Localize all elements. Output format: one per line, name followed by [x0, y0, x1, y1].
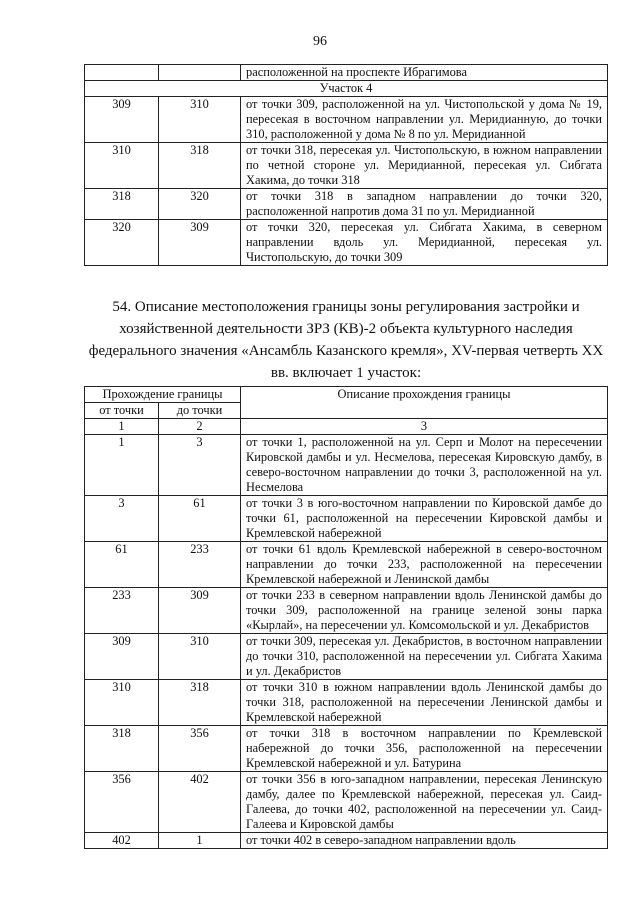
- description-cell: от точки 318 в западном направлении до точки 320, расположенной напротив дома 31 по ул. Меридианной: [241, 189, 608, 220]
- from-point-cell: 402: [85, 833, 159, 849]
- table-row: [85, 833, 608, 849]
- boundary-table-continued: [84, 64, 608, 266]
- table-row: [85, 220, 608, 266]
- description-cell: от точки 318, пересекая ул. Чистопольскую, в южном направлении по четной стороне ул. Меридианной, пересекая ул. Сибгата Хакима, до точки 318: [241, 143, 608, 189]
- column-number: 3: [241, 419, 608, 435]
- header-boundary-passage: Прохождение границы: [85, 387, 241, 403]
- description-cell: от точки 402 в северо-западном направлении вдоль: [241, 833, 608, 849]
- from-point-cell: 310: [85, 143, 159, 189]
- description-cell: от точки 310 в южном направлении вдоль Ленинской дамбы до точки 318, расположенной на пересечении Ленинской дамбы и Кремлевской набережной: [241, 680, 608, 726]
- description-cell: от точки 1, расположенной на ул. Серп и Молот на пересечении Кировской дамбы и ул. Несмелова, пересекая Кировскую дамбу, в северо-восточном направлении до точки 3, расположенной на ул. Несмелова: [241, 435, 608, 496]
- header-to-point: до точки: [159, 403, 241, 419]
- header-row: [85, 387, 608, 403]
- header-from-point: от точки: [85, 403, 159, 419]
- boundary-table: [84, 386, 608, 849]
- from-point-cell: 318: [85, 189, 159, 220]
- to-point-cell: 318: [159, 143, 241, 189]
- description-cell: от точки 320, пересекая ул. Сибгата Хакима, в северном направлении вдоль ул. Меридианной, пересекая ул. Чистопольскую, до точки 309: [241, 220, 608, 266]
- table-row: [85, 435, 608, 496]
- description-cell: от точки 3 в юго-восточном направлении по Кировской дамбе до точки 61, расположенной на пересечении Кировской дамбы и Кремлевской набережной: [241, 496, 608, 542]
- table-row: [85, 588, 608, 634]
- description-cell: от точки 309, пересекая ул. Декабристов, в восточном направлении до точки 310, расположенной на пересечении ул. Сибгата Хакима и ул. Декабристов: [241, 634, 608, 680]
- to-point-cell: 233: [159, 542, 241, 588]
- section-row: [85, 81, 608, 97]
- to-point-cell: 310: [159, 97, 241, 143]
- from-point-cell: 320: [85, 220, 159, 266]
- table-row: [85, 65, 608, 81]
- table-row: [85, 143, 608, 189]
- page-number: 96: [313, 34, 327, 49]
- header-description: Описание прохождения границы: [241, 387, 608, 419]
- from-point-cell: 309: [85, 634, 159, 680]
- column-number: 2: [159, 419, 241, 435]
- table-row: [85, 726, 608, 772]
- table-row: [85, 97, 608, 143]
- description-cell: от точки 318 в восточном направлении по Кремлевской набережной до точки 356, расположенной на пересечении Кремлевской набережной и ул. Батурина: [241, 726, 608, 772]
- column-number: 1: [85, 419, 159, 435]
- from-point-cell: 61: [85, 542, 159, 588]
- to-point-cell: 310: [159, 634, 241, 680]
- to-point-cell: 320: [159, 189, 241, 220]
- to-point-cell: 318: [159, 680, 241, 726]
- section-paragraph: 54. Описание местоположения границы зоны регулирования застройки и хозяйственной деятельности ЗРЗ (КВ)-2 объекта культурного наследия федерального значения «Ансамбль Казанского кремля», XV-первая четверть XX вв. включает 1 участок:: [88, 299, 604, 381]
- to-point-cell: 309: [159, 588, 241, 634]
- to-point-cell: 402: [159, 772, 241, 833]
- from-point-cell: 310: [85, 680, 159, 726]
- continued-description: расположенной на проспекте Ибрагимова: [241, 65, 608, 81]
- description-cell: от точки 356 в юго-западном направлении, пересекая Ленинскую дамбу, далее по Кремлевской набережной, пересекая ул. Саид-Галеева, до точки 402, расположенной на пересечении ул. Саид-Галеева и Кировской дамбы: [241, 772, 608, 833]
- to-point-cell: 356: [159, 726, 241, 772]
- table-row: [85, 634, 608, 680]
- section-title: Участок 4: [85, 81, 608, 97]
- table-row: [85, 496, 608, 542]
- from-point-cell: 1: [85, 435, 159, 496]
- from-point-cell: 318: [85, 726, 159, 772]
- to-point-cell: 61: [159, 496, 241, 542]
- to-point-cell: 309: [159, 220, 241, 266]
- description-cell: от точки 61 вдоль Кремлевской набережной в северо-восточном направлении до точки 233, расположенной на пересечении Кремлевской набережной и Ленинской дамбы: [241, 542, 608, 588]
- from-point-cell: 3: [85, 496, 159, 542]
- table-row: [85, 772, 608, 833]
- table-row: [85, 680, 608, 726]
- from-point-cell: 233: [85, 588, 159, 634]
- from-point-cell: 309: [85, 97, 159, 143]
- from-point-cell: 356: [85, 772, 159, 833]
- column-number-row: [85, 419, 608, 435]
- description-cell: от точки 309, расположенной на ул. Чистопольской у дома № 19, пересекая в восточном направлении ул. Меридианную, до точки 310, расположенной у дома № 8 по ул. Меридианной: [241, 97, 608, 143]
- table-row: [85, 542, 608, 588]
- to-point-cell: 3: [159, 435, 241, 496]
- to-point-cell: 1: [159, 833, 241, 849]
- description-cell: от точки 233 в северном направлении вдоль Ленинской дамбы до точки 309, расположенной на границе зеленой зоны парка «Кырлай», на пересечении ул. Комсомольской и ул. Декабристов: [241, 588, 608, 634]
- table-row: [85, 189, 608, 220]
